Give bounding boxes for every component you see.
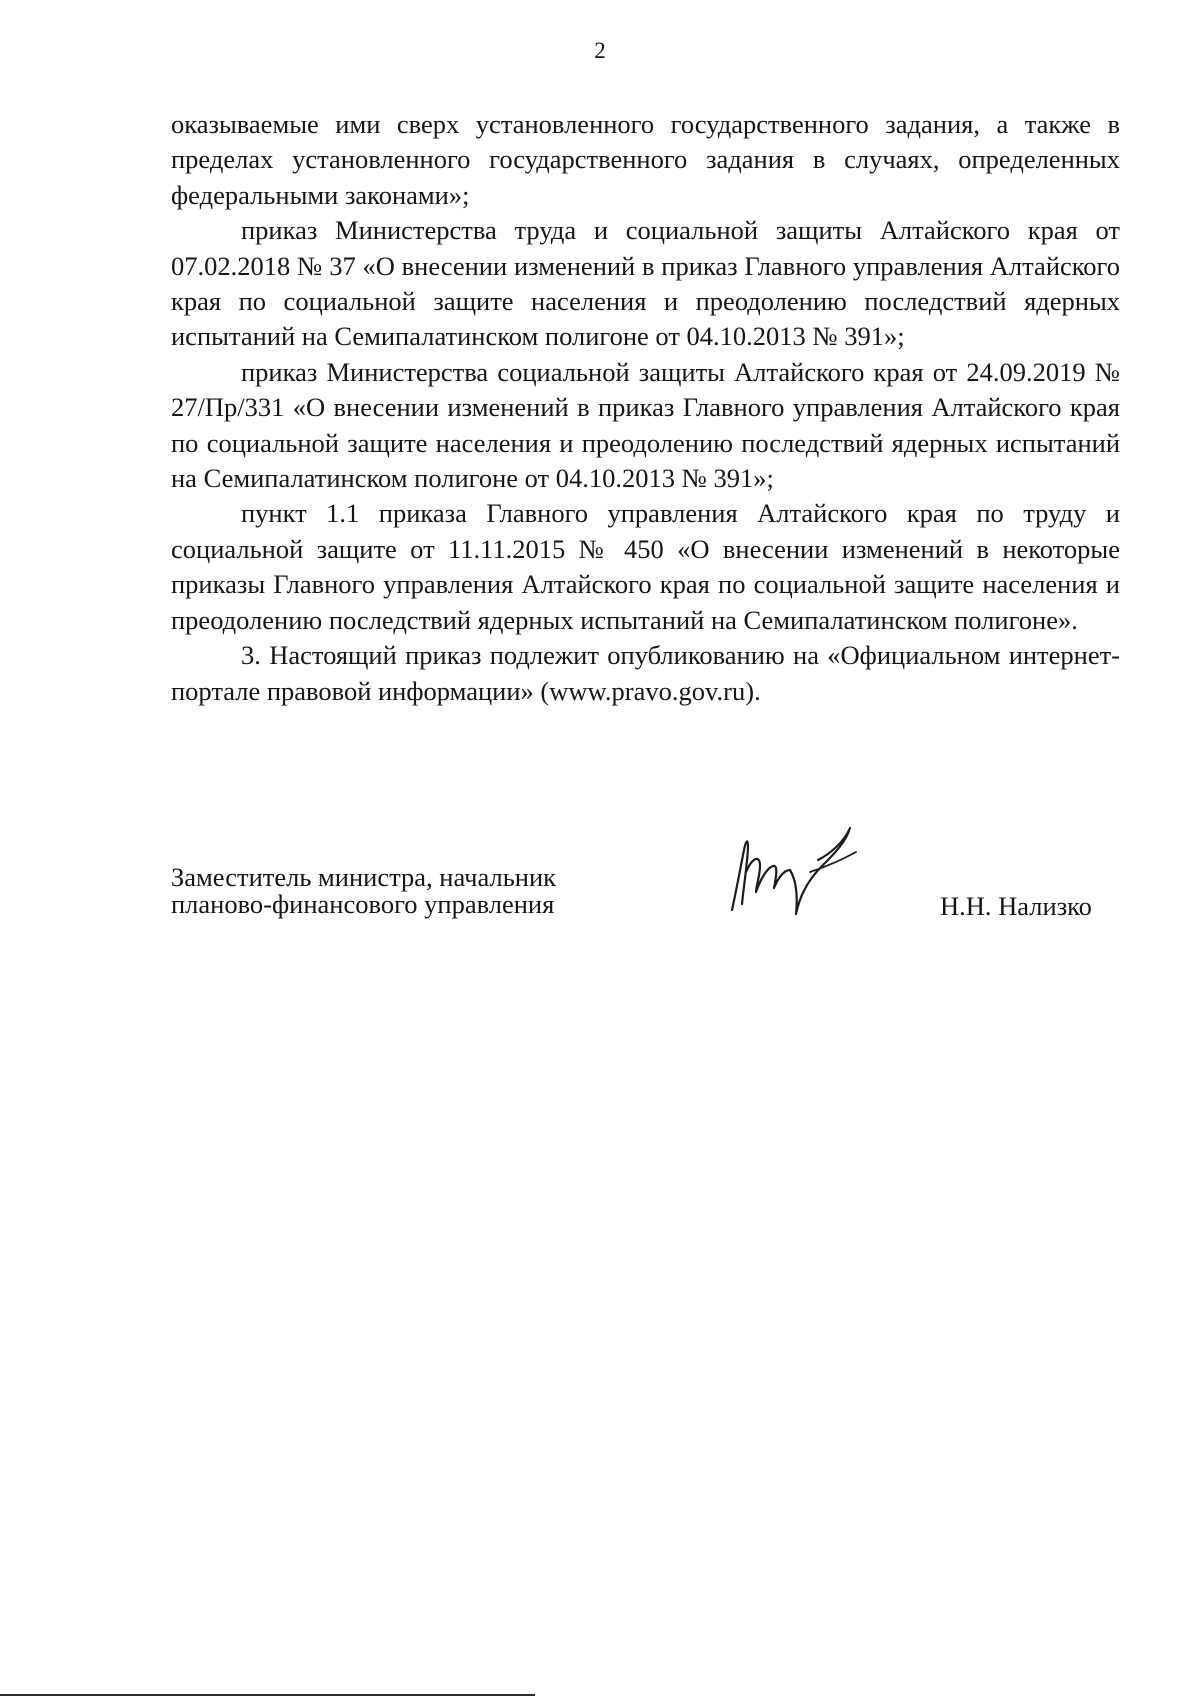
paragraph-publication: 3. Настоящий приказ подлежит опубликованию на «Официальном интернет-портале правовой информации» (www.pravo.gov.ru).	[171, 640, 1120, 706]
paragraph-order-2019: приказ Министерства социальной защиты Алтайского края от 24.09.2019 № 27/Пр/331 «О внесении изменений в приказ Главного управления Алтайского края по социальной защите населения и преодолению последствий ядерных испытаний на Семипалатинском полигоне от 04.10.2013 № 391»;	[171, 356, 1120, 494]
signatory-position-line-1: Заместитель министра, начальник	[171, 862, 557, 892]
page-number: 2	[594, 38, 606, 63]
signatory-position	[171, 864, 631, 918]
signature-stroke-2	[746, 859, 790, 892]
handwritten-signature	[726, 822, 866, 922]
signatory-position-line-2: планово-финансового управления	[171, 889, 555, 919]
signature-stroke-1	[732, 841, 748, 910]
scan-edge-line	[0, 1694, 535, 1696]
signature-stroke-3	[790, 828, 850, 914]
paragraph-continuation: оказываемые ими сверх установленного государственного задания, а также в пределах установленного государственного задания в случаях, определенных федеральными законами»;	[171, 109, 1120, 210]
document-body	[171, 107, 1120, 709]
signatory-name: Н.Н. Нализко	[940, 891, 1092, 921]
paragraph-order-2018: приказ Министерства труда и социальной защиты Алтайского края от 07.02.2018 № 37 «О внесении изменений в приказ Главного управления Алтайского края по социальной защите населения и преодолению последствий ядерных испытаний на Семипалатинском полигоне от 04.10.2013 № 391»;	[171, 215, 1120, 352]
paragraph-item-1-1: пункт 1.1 приказа Главного управления Алтайского края по труду и социальной защите от 11.11.2015 № 450 «О внесении изменений в некоторые приказы Главного управления Алтайского края по социальной защите населения и преодолению последствий ядерных испытаний на Семипалатинском полигоне».	[171, 498, 1120, 635]
